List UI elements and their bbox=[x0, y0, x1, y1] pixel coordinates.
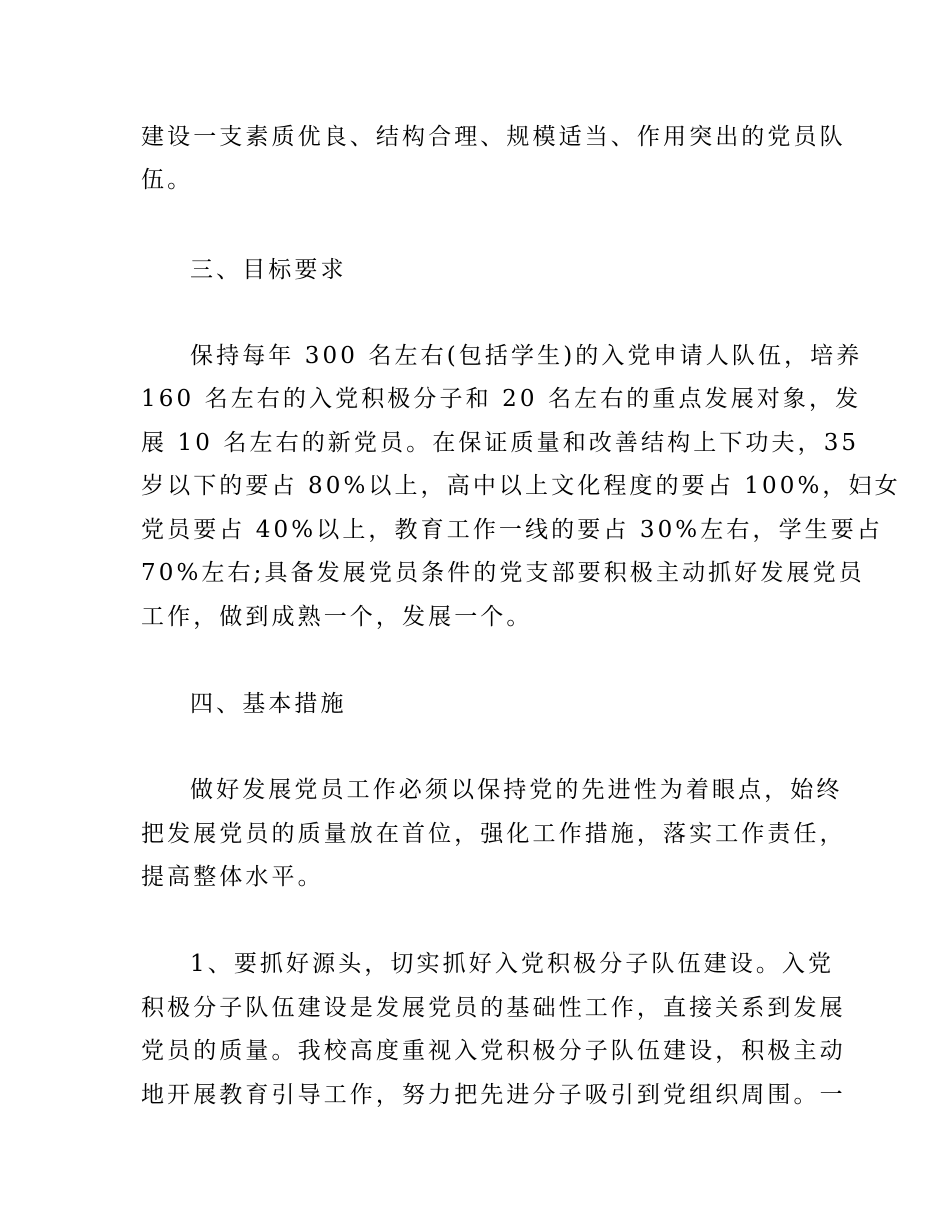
text-line: 建设一支素质优良、结构合理、规模适当、作用突出的党员队 bbox=[141, 124, 846, 150]
text-line: 160 名左右的入党积极分子和 20 名左右的重点发展对象，发 bbox=[141, 386, 862, 412]
text-line: 岁以下的要占 80%以上，高中以上文化程度的要占 100%，妇女 bbox=[141, 473, 901, 499]
text-line: 积极分子队伍建设是发展党员的基础性工作，直接关系到发展 bbox=[141, 995, 846, 1021]
text-line: 把发展党员的质量放在首位，强化工作措施，落实工作责任， bbox=[141, 821, 846, 847]
text-line: 党员的质量。我校高度重视入党积极分子队伍建设，积极主动 bbox=[141, 1038, 846, 1064]
section-heading-goals: 三、目标要求 bbox=[190, 257, 347, 283]
section-heading-measures: 四、基本措施 bbox=[190, 691, 347, 717]
text-line: 地开展教育引导工作，努力把先进分子吸引到党组织周围。一 bbox=[141, 1082, 846, 1108]
text-line: 70%左右;具备发展党员条件的党支部要积极主动抓好发展党员 bbox=[141, 560, 865, 586]
text-line: 提高整体水平。 bbox=[141, 864, 324, 890]
text-line: 党员要占 40%以上，教育工作一线的要占 30%左右，学生要占 bbox=[141, 517, 883, 543]
text-line: 工作，做到成熟一个，发展一个。 bbox=[141, 604, 533, 630]
text-line: 保持每年 300 名左右(包括学生)的入党申请人队伍，培养 bbox=[190, 343, 863, 369]
text-line: 伍。 bbox=[141, 167, 194, 193]
text-line: 做好发展党员工作必须以保持党的先进性为着眼点，始终 bbox=[190, 777, 843, 803]
text-line: 1、要抓好源头，切实抓好入党积极分子队伍建设。入党 bbox=[190, 951, 835, 977]
text-line: 展 10 名左右的新党员。在保证质量和改善结构上下功夫，35 bbox=[141, 430, 860, 456]
